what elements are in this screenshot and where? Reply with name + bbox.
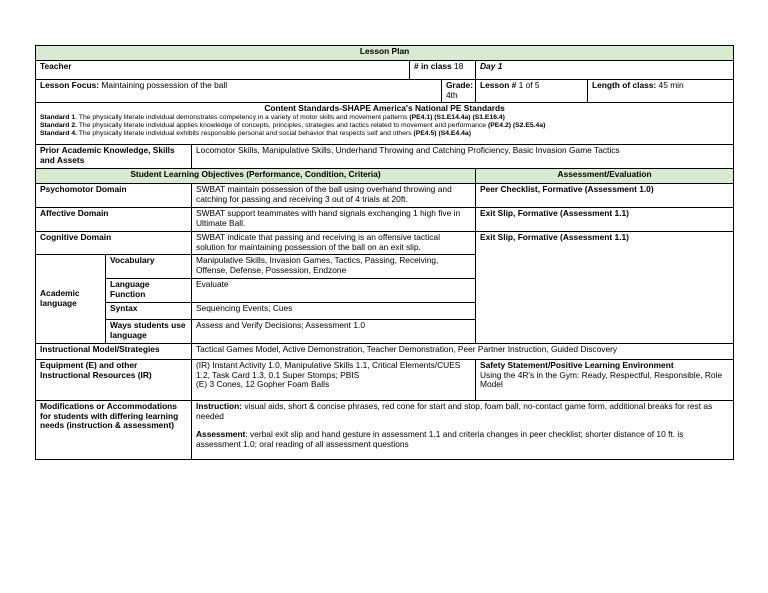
academic-language-label: Academic language: [36, 254, 106, 343]
standard-3-text: The physically literate individual exhibits responsible personal and social behavior that respects self and others: [77, 130, 414, 138]
safety-label: Safety Statement/Positive Learning Environment: [480, 359, 674, 370]
day-label: Day 1: [476, 61, 734, 80]
standard-2: [40, 122, 729, 130]
assessment-header: Assessment/Evaluation: [476, 168, 734, 183]
class-size-cell: [410, 61, 476, 80]
class-size-label: # in class: [414, 61, 452, 71]
lesson-number-label: Lesson #: [480, 80, 517, 90]
grade-label: Grade:: [446, 80, 473, 90]
standard-2-label: Standard 2.: [40, 121, 78, 129]
standard-2-text: The physically literate individual applies knowledge of concepts, principles, strategies and tactics related to movement and performance: [77, 121, 488, 129]
prior-knowledge-value: Locomotor Skills, Manipulative Skills, Underhand Throwing and Catching Proficiency, Basic Invasion Game Tactics: [192, 144, 734, 168]
assessment-label: Assessment: [196, 429, 246, 440]
modifications-value: [192, 400, 734, 459]
objectives-header: Student Learning Objectives (Performance, Condition, Criteria): [36, 168, 476, 183]
safety-cell: [476, 359, 734, 400]
lesson-plan-document: [35, 45, 733, 460]
lesson-focus-value: Maintaining possession of the ball: [101, 80, 228, 90]
instruction-label: Instruction:: [196, 400, 243, 411]
cognitive-domain-label: Cognitive Domain: [36, 231, 192, 254]
vocabulary-label: Vocabulary: [106, 254, 192, 278]
class-length-label: Length of class:: [592, 80, 657, 90]
language-function-value: Evaluate: [192, 278, 476, 302]
lesson-number-cell: [476, 80, 588, 103]
standards-heading: Content Standards-SHAPE America's National PE Standards: [264, 102, 505, 113]
instructional-model-label: Instructional Model/Strategies: [36, 343, 192, 359]
psychomotor-assessment: Peer Checklist, Formative (Assessment 1.0): [476, 183, 734, 207]
standard-3-codes: (PE4.5) (S4.E4.4a): [413, 130, 471, 138]
psychomotor-domain-label: Psychomotor Domain: [36, 183, 192, 207]
standard-3-label: Standard 4.: [40, 130, 78, 138]
standard-1-label: Standard 1: [40, 113, 76, 121]
prior-knowledge-label: Prior Academic Knowledge, Skills and Assets: [36, 144, 192, 168]
cognitive-objective: SWBAT indicate that passing and receiving is an offensive tactical solution for maintaining possession of the ball on an exit slip.: [192, 231, 476, 254]
instructional-model-value: Tactical Games Model, Active Demonstration, Teacher Demonstration, Peer Partner Instruction, Guided Discovery: [192, 343, 734, 359]
lesson-number-value: 1 of 5: [518, 80, 540, 90]
equipment-line-1: (IR) Instant Activity 1.0, Manipulative Skills 1.1, Critical Elements/CUES 1.2, Task Card 1.3, 0.1 Super Stomps; PBIS: [196, 359, 461, 380]
grade-cell: [442, 80, 476, 103]
ways-students-label: Ways students use language: [106, 319, 192, 343]
cognitive-assessment: Exit Slip, Formative (Assessment 1.1): [476, 231, 734, 343]
equipment-value: [192, 359, 476, 400]
equipment-label: Equipment (E) and other Instructional Resources (IR): [36, 359, 192, 400]
standard-1-text: . The physically literate individual demonstrates competency in a variety of motor skills and movement patterns: [75, 113, 410, 121]
class-length-value: 45 min: [658, 80, 684, 90]
standard-1-codes: (PE4.1) (S1.E14.4a) (S1.E16.4): [409, 113, 505, 121]
assessment-value: : verbal exit slip and hand gesture in assessment 1.1 and criteria changes in peer checklist; shorter distance of 10 ft. is assessment 1.0; oral reading of all assessment questions: [196, 429, 684, 450]
affective-objective: SWBAT support teammates with hand signals exchanging 1 high five in Ultimate Ball.: [192, 207, 476, 231]
standard-3: [40, 130, 729, 138]
modifications-instruction: [196, 402, 729, 422]
equipment-line-2: (E) 3 Cones, 12 Gopher Foam Balls: [196, 379, 330, 390]
class-length-cell: [588, 80, 734, 103]
class-size-value: 18: [454, 61, 464, 71]
teacher-label: Teacher: [36, 61, 410, 80]
affective-domain-label: Affective Domain: [36, 207, 192, 231]
psychomotor-objective: SWBAT maintain possession of the ball using overhand throwing and catching for passing and receiving 3 out of 4 trials at 20ft.: [192, 183, 476, 207]
safety-value: Using the 4R's in the Gym: Ready, Respectful, Responsible, Role Model: [480, 369, 723, 390]
modifications-label: Modifications or Accommodations for students with differing learning needs (instruction & assessment): [36, 400, 192, 459]
lesson-focus-cell: [36, 80, 442, 103]
language-function-label: Language Function: [106, 278, 192, 302]
affective-assessment: Exit Slip, Formative (Assessment 1.1): [476, 207, 734, 231]
syntax-label: Syntax: [106, 302, 192, 319]
standard-1: [40, 114, 729, 122]
lesson-plan-table: [35, 45, 734, 460]
syntax-value: Sequencing Events; Cues: [192, 302, 476, 319]
vocabulary-value: Manipulative Skills, Invasion Games, Tactics, Passing, Receiving, Offense, Defense, Possession, Endzone: [192, 254, 476, 278]
lesson-focus-label: Lesson Focus:: [40, 80, 100, 90]
instruction-value: visual aids, short & concise phrases, red cone for start and stop, foam ball, no-contact game form, additional breaks for rest as needed: [196, 400, 713, 421]
standards-cell: [36, 102, 734, 144]
page-title: Lesson Plan: [36, 46, 734, 61]
modifications-assessment: [196, 430, 729, 450]
ways-students-value: Assess and Verify Decisions; Assessment 1.0: [192, 319, 476, 343]
standard-2-codes: (PE4.2) (S2.E5.4a): [487, 121, 546, 129]
grade-value: 4th: [446, 89, 458, 100]
